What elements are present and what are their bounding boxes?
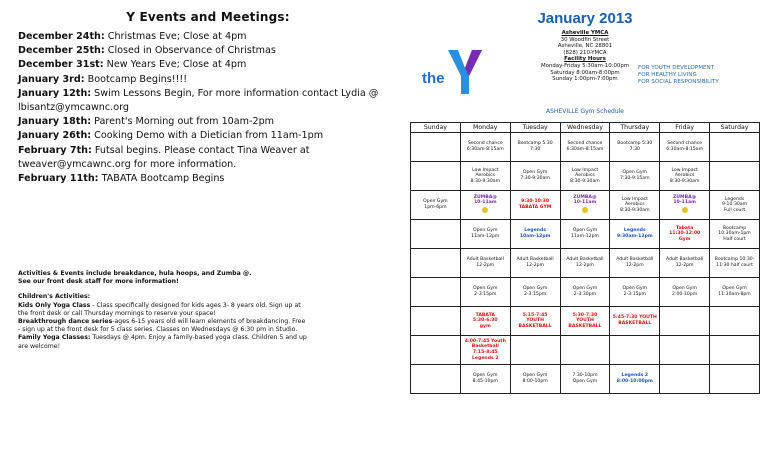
schedule-cell (660, 365, 710, 394)
address-line-1: 30 Woodfin Street (560, 36, 610, 43)
event-item (18, 129, 398, 143)
schedule-cell: 9:30-10:30 TABATA GYM (510, 191, 560, 220)
events-list (18, 30, 398, 186)
schedule-cell: 5:30-7:30 YOUTH BASKETBALL (560, 307, 610, 336)
schedule-cell: 7:30-10pm Open Gym (560, 365, 610, 394)
smiley-icon (482, 207, 488, 213)
event-text: Closed in Observance of Christmas (104, 45, 276, 57)
event-date: January 3rd: (18, 73, 85, 85)
schedule-row (411, 220, 760, 249)
event-date: February 7th: (18, 144, 92, 156)
schedule-cell: Open Gym 2-3:15pm (460, 278, 510, 307)
event-date: December 25th: (18, 45, 105, 57)
events-section (18, 10, 398, 186)
schedule-cell: Adult Basketball 12-2pm (660, 249, 710, 278)
event-date: January 18th: (18, 116, 92, 128)
schedule-cell (710, 133, 760, 162)
breakthrough-dance: Breakthrough dance series-ages 6-15 years old will learn elements of breakdancing. Free - sign up at the front desk for 5 class series. Classes on Wednesdays @ 6:30 pm in Studio. (18, 318, 306, 334)
schedule-cell (411, 278, 461, 307)
event-item (18, 144, 398, 172)
hours-title: Facility Hours (564, 56, 606, 63)
logo-text: the (422, 70, 445, 87)
schedule-cell: Open Gym 8:45-10pm (460, 365, 510, 394)
schedule-cell (710, 336, 760, 365)
schedule-cell: 5:45-7:30 YOUTH BASKETBALL (610, 307, 660, 336)
event-date: February 11th: (18, 173, 99, 185)
event-text: TABATA Bootcamp Begins (98, 173, 225, 185)
schedule-cell (710, 365, 760, 394)
children-title: Children's Activities: (18, 293, 91, 301)
ymca-logo (422, 48, 482, 94)
schedule-cell (411, 249, 461, 278)
smiley-icon (582, 207, 588, 213)
schedule-cell: TABATA 5:30-6:30 gym (460, 307, 510, 336)
month-title: January 2013 (537, 10, 633, 27)
event-text: Parent's Morning out from 10am-2pm (91, 116, 275, 128)
schedule-cell (660, 307, 710, 336)
event-text: Christmas Eve; Close at 4pm (104, 31, 247, 42)
event-text: Futsal begins. Please contact Tina Weaver at tweaver@ymcawnc.org for more information. (18, 144, 310, 170)
schedule-cell: Second chance 6:30am-8:15am (660, 133, 710, 162)
day-header: Sunday (411, 123, 461, 133)
schedule-cell: Tabata 11:30-12:00 Gym (660, 220, 710, 249)
schedule-cell: Adult Basketball 12-2pm (510, 249, 560, 278)
schedule-cell: Open Gym 8:00-10pm (510, 365, 560, 394)
schedule-cell: Low Impact Aerobics 8:30-9:30am (460, 162, 510, 191)
branch-name: Asheville YMCA (561, 30, 609, 36)
schedule-cell: Open Gym 7:30-9:15am (610, 162, 660, 191)
event-text: Swim Lessons Begin, For more information contact Lydia @ lbisantz@ymcawnc.org (18, 87, 379, 114)
schedule-cell: ZUMBA@ 10-11am (560, 191, 610, 220)
schedule-cell (510, 336, 560, 365)
activities-intro: Activities & Events include breakdance, hula hoops, and Zumba @. (18, 270, 252, 277)
day-header: Saturday (710, 123, 760, 133)
schedule-cell: Open Gym 2-3:15pm (610, 278, 660, 307)
day-header: Friday (660, 123, 710, 133)
schedule-cell: Second chance 6:30am-8:15am (560, 133, 610, 162)
schedule-cell: Adult Basketball 12-2pm (460, 249, 510, 278)
day-header: Thursday (610, 123, 660, 133)
schedule-cell (710, 307, 760, 336)
schedule-cell: Bootcamp 5:30 7:30 (510, 133, 560, 162)
schedule-cell: Low Impact Aerobics 8:30-9:30am (660, 162, 710, 191)
schedule-cell: Legends 9-10:30am Full court (710, 191, 760, 220)
schedule-cell: ZUMBA@ 10-11am (660, 191, 710, 220)
activities-note: See our front desk staff for more information! (18, 278, 179, 286)
schedule-cell: Bootcamp 10:30- 11:30 half court (710, 249, 760, 278)
hours-weekday: Monday-Friday 5:30am-10:00pm (541, 62, 629, 69)
day-header: Wednesday (560, 123, 610, 133)
schedule-cell: Adult Basketball 12-2pm (560, 249, 610, 278)
event-item (18, 44, 398, 58)
event-item (18, 58, 398, 72)
event-item (18, 30, 398, 44)
tagline: FOR YOUTH DEVELOPMENT FOR HEALTHY LIVING FOR SOCIAL RESPONSIBILITY (638, 65, 719, 85)
event-date: December 24th: (18, 31, 105, 42)
event-item (18, 73, 398, 87)
schedule-row (411, 133, 760, 162)
schedule-cell (560, 336, 610, 365)
schedule-cell (411, 307, 461, 336)
kids-yoga: Kids Only Yoga Class - Class specifically designed for kids ages 3- 8 years old. Sign up at the front desk or call Thursday mornings to reserve your space! (18, 301, 301, 317)
schedule-cell: Adult Basketball 12-2pm (610, 249, 660, 278)
schedule-cell: Open Gym 1pm-6pm (411, 191, 461, 220)
schedule-cell: ZUMBA@ 10-11am (460, 191, 510, 220)
smiley-icon (682, 207, 688, 213)
event-date: January 26th: (18, 130, 92, 142)
schedule-cell (411, 220, 461, 249)
schedule-cell: Open Gym 11am-12pm (460, 220, 510, 249)
event-text: Cooking Demo with a Dietician from 11am-1pm (91, 130, 324, 142)
activities-section (18, 270, 308, 351)
address-line-2: Asheville, NC 28801 (557, 43, 613, 50)
schedule-cell: Open Gym 7:30-9:30am (510, 162, 560, 191)
phone: (828) 210-YMCA (563, 49, 607, 56)
schedule-cell (610, 336, 660, 365)
event-text: New Years Eve; Close at 4pm (103, 59, 247, 71)
schedule-cell: Legends 2 8:00-10:00pm (610, 365, 660, 394)
schedule-cell (411, 336, 461, 365)
events-title: Y Events and Meetings: (126, 10, 290, 24)
schedule-cell: Bootcamp 5:30 7:30 (610, 133, 660, 162)
schedule-cell: Open Gym 2-3:30pm (560, 278, 610, 307)
schedule-cell: Open Gym 11:30am-8pm (710, 278, 760, 307)
family-yoga: Family Yoga Classes: Tuesdays @ 4pm. Enjoy a family-based yoga class. Children 5 and up are welcome! (18, 334, 307, 350)
schedule-row (411, 162, 760, 191)
schedule-cell: Low Impact Aerobics 8:30-9:30am (560, 162, 610, 191)
event-item (18, 172, 398, 186)
schedule-cell: Open Gym 2:00-10pm (660, 278, 710, 307)
schedule-cell: 4:00-7:45 Youth Basketball 7:15-8:45 Legends 2 (460, 336, 510, 365)
schedule-cell: Second chance 6:30am-8:15am (460, 133, 510, 162)
schedule-row (411, 336, 760, 365)
event-text: Bootcamp Begins!!!! (84, 73, 188, 85)
hours-saturday: Saturday 8:00am-8:00pm (550, 69, 620, 76)
schedule-row (411, 307, 760, 336)
schedule-cell: Legends 9:30am-12pm (610, 220, 660, 249)
schedule-cell: Open Gym 2-3:15pm (510, 278, 560, 307)
event-item (18, 115, 398, 129)
day-header: Monday (460, 123, 510, 133)
schedule-cell: 5:15-7:45 YOUTH BASKETBALL (510, 307, 560, 336)
day-header: Tuesday (510, 123, 560, 133)
event-date: December 31st: (18, 59, 104, 71)
event-date: January 12th: (18, 87, 92, 99)
event-item (18, 87, 398, 115)
schedule-cell: Bootcamp 10:30am-1pm Half court (710, 220, 760, 249)
schedule-cell: Low Impact Aerobics 8:30-9:30am (610, 191, 660, 220)
schedule-cell (411, 133, 461, 162)
gym-schedule-table (410, 122, 760, 394)
schedule-row (411, 365, 760, 394)
schedule-row (411, 278, 760, 307)
schedule-row (411, 191, 760, 220)
schedule-title: ASHEVILLE Gym Schedule (546, 108, 624, 115)
schedule-cell (710, 162, 760, 191)
schedule-row (411, 249, 760, 278)
schedule-cell: Open Gym 11am-12pm (560, 220, 610, 249)
ymca-y-icon (446, 48, 484, 96)
schedule-cell (660, 336, 710, 365)
hours-sunday: Sunday 1:00pm-7:00pm (552, 76, 618, 83)
schedule-cell: Legends 10am-12pm (510, 220, 560, 249)
schedule-cell (411, 365, 461, 394)
schedule-cell (411, 162, 461, 191)
